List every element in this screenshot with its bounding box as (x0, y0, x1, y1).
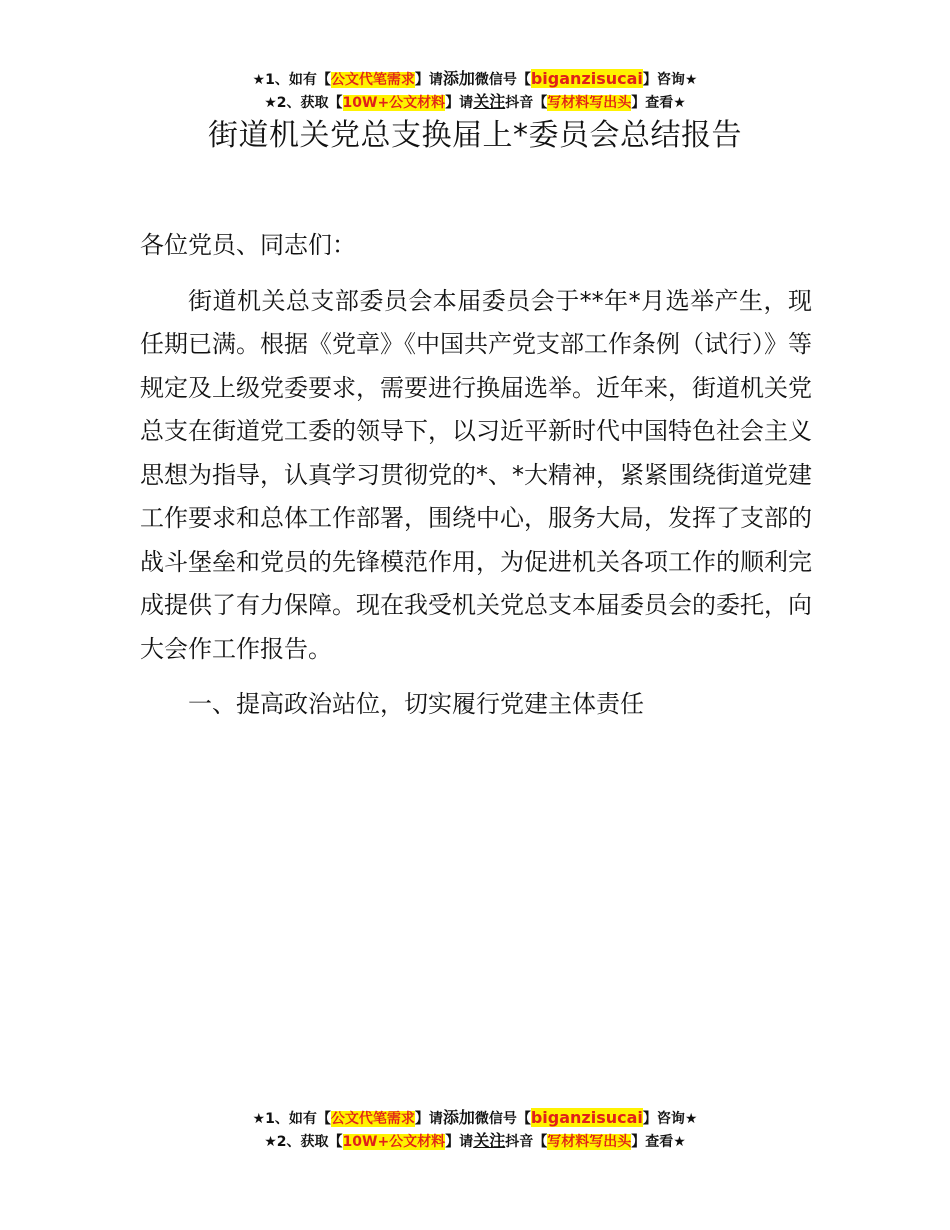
promo-text: 】请 (445, 1134, 474, 1150)
promo-text: ★2、获取【 (264, 95, 343, 111)
promo-text: ★1、如有【 (252, 1111, 331, 1127)
promo-text: 】查看★ (631, 1134, 686, 1150)
paragraph-intro: 街道机关总支部委员会本届委员会于**年*月选举产生，现任期已满。根据《党章》《中国共产党支部工作条例（试行）》等规定及上级党委要求，需要进行换届选举。近年来，街道机关党总支在街道党工委的领导下，以习近平新时代中国特色社会主义思想为指导，认真学习贯彻党的*、*大精神，紧紧围绕街道党建工作要求和总体工作部署，围绕中心，服务大局，发挥了支部的战斗堡垒和党员的先锋模范作用，为促进机关各项工作的顺利完成提供了有力保障。现在我受机关党总支本届委员会的委托，向大会作工作报告。 (140, 286, 812, 663)
promo-highlight: 公文代笔需求 (330, 1111, 415, 1127)
promo-text: 】查看★ (631, 95, 686, 111)
promo-text: 】请 (414, 1111, 443, 1127)
promo-wechat-id: biganzisucai (530, 69, 643, 88)
promo-douyin-id: 写材料写出头 (547, 95, 632, 111)
section-heading-1: 一、提高政治站位，切实履行党建主体责任 (188, 690, 644, 718)
promo-text: 】请 (414, 72, 443, 88)
document-title: 街道机关党总支换届上*委员会总结报告 (208, 118, 742, 153)
promo-text: 抖音【 (505, 95, 548, 111)
promo-highlight: 10W+公文材料 (342, 95, 446, 111)
promo-text: 微信号【 (474, 72, 531, 88)
promo-text: 微信号【 (474, 1111, 531, 1127)
promo-text: 】咨询★ (642, 72, 698, 88)
document-body (140, 224, 812, 727)
header-promo (0, 68, 950, 114)
promo-line-2 (0, 1130, 950, 1153)
promo-line-1 (0, 1107, 950, 1130)
promo-douyin-id: 写材料写出头 (547, 1134, 632, 1150)
promo-wechat-id: biganzisucai (530, 1108, 643, 1127)
promo-line-2 (0, 91, 950, 114)
promo-line-1 (0, 68, 950, 91)
promo-emphasis: 添加 (442, 1108, 475, 1127)
promo-text: ★2、获取【 (264, 1134, 343, 1150)
promo-text: 】咨询★ (642, 1111, 698, 1127)
salutation: 各位党员、同志们： (140, 231, 356, 259)
promo-text: 】请 (445, 95, 474, 111)
promo-emphasis: 关注 (473, 92, 506, 111)
promo-highlight: 公文代笔需求 (330, 72, 415, 88)
promo-text: 抖音【 (505, 1134, 548, 1150)
footer-promo (0, 1107, 950, 1153)
promo-text: ★1、如有【 (252, 72, 331, 88)
promo-emphasis: 添加 (442, 69, 475, 88)
promo-highlight: 10W+公文材料 (342, 1134, 446, 1150)
promo-emphasis: 关注 (473, 1131, 506, 1150)
